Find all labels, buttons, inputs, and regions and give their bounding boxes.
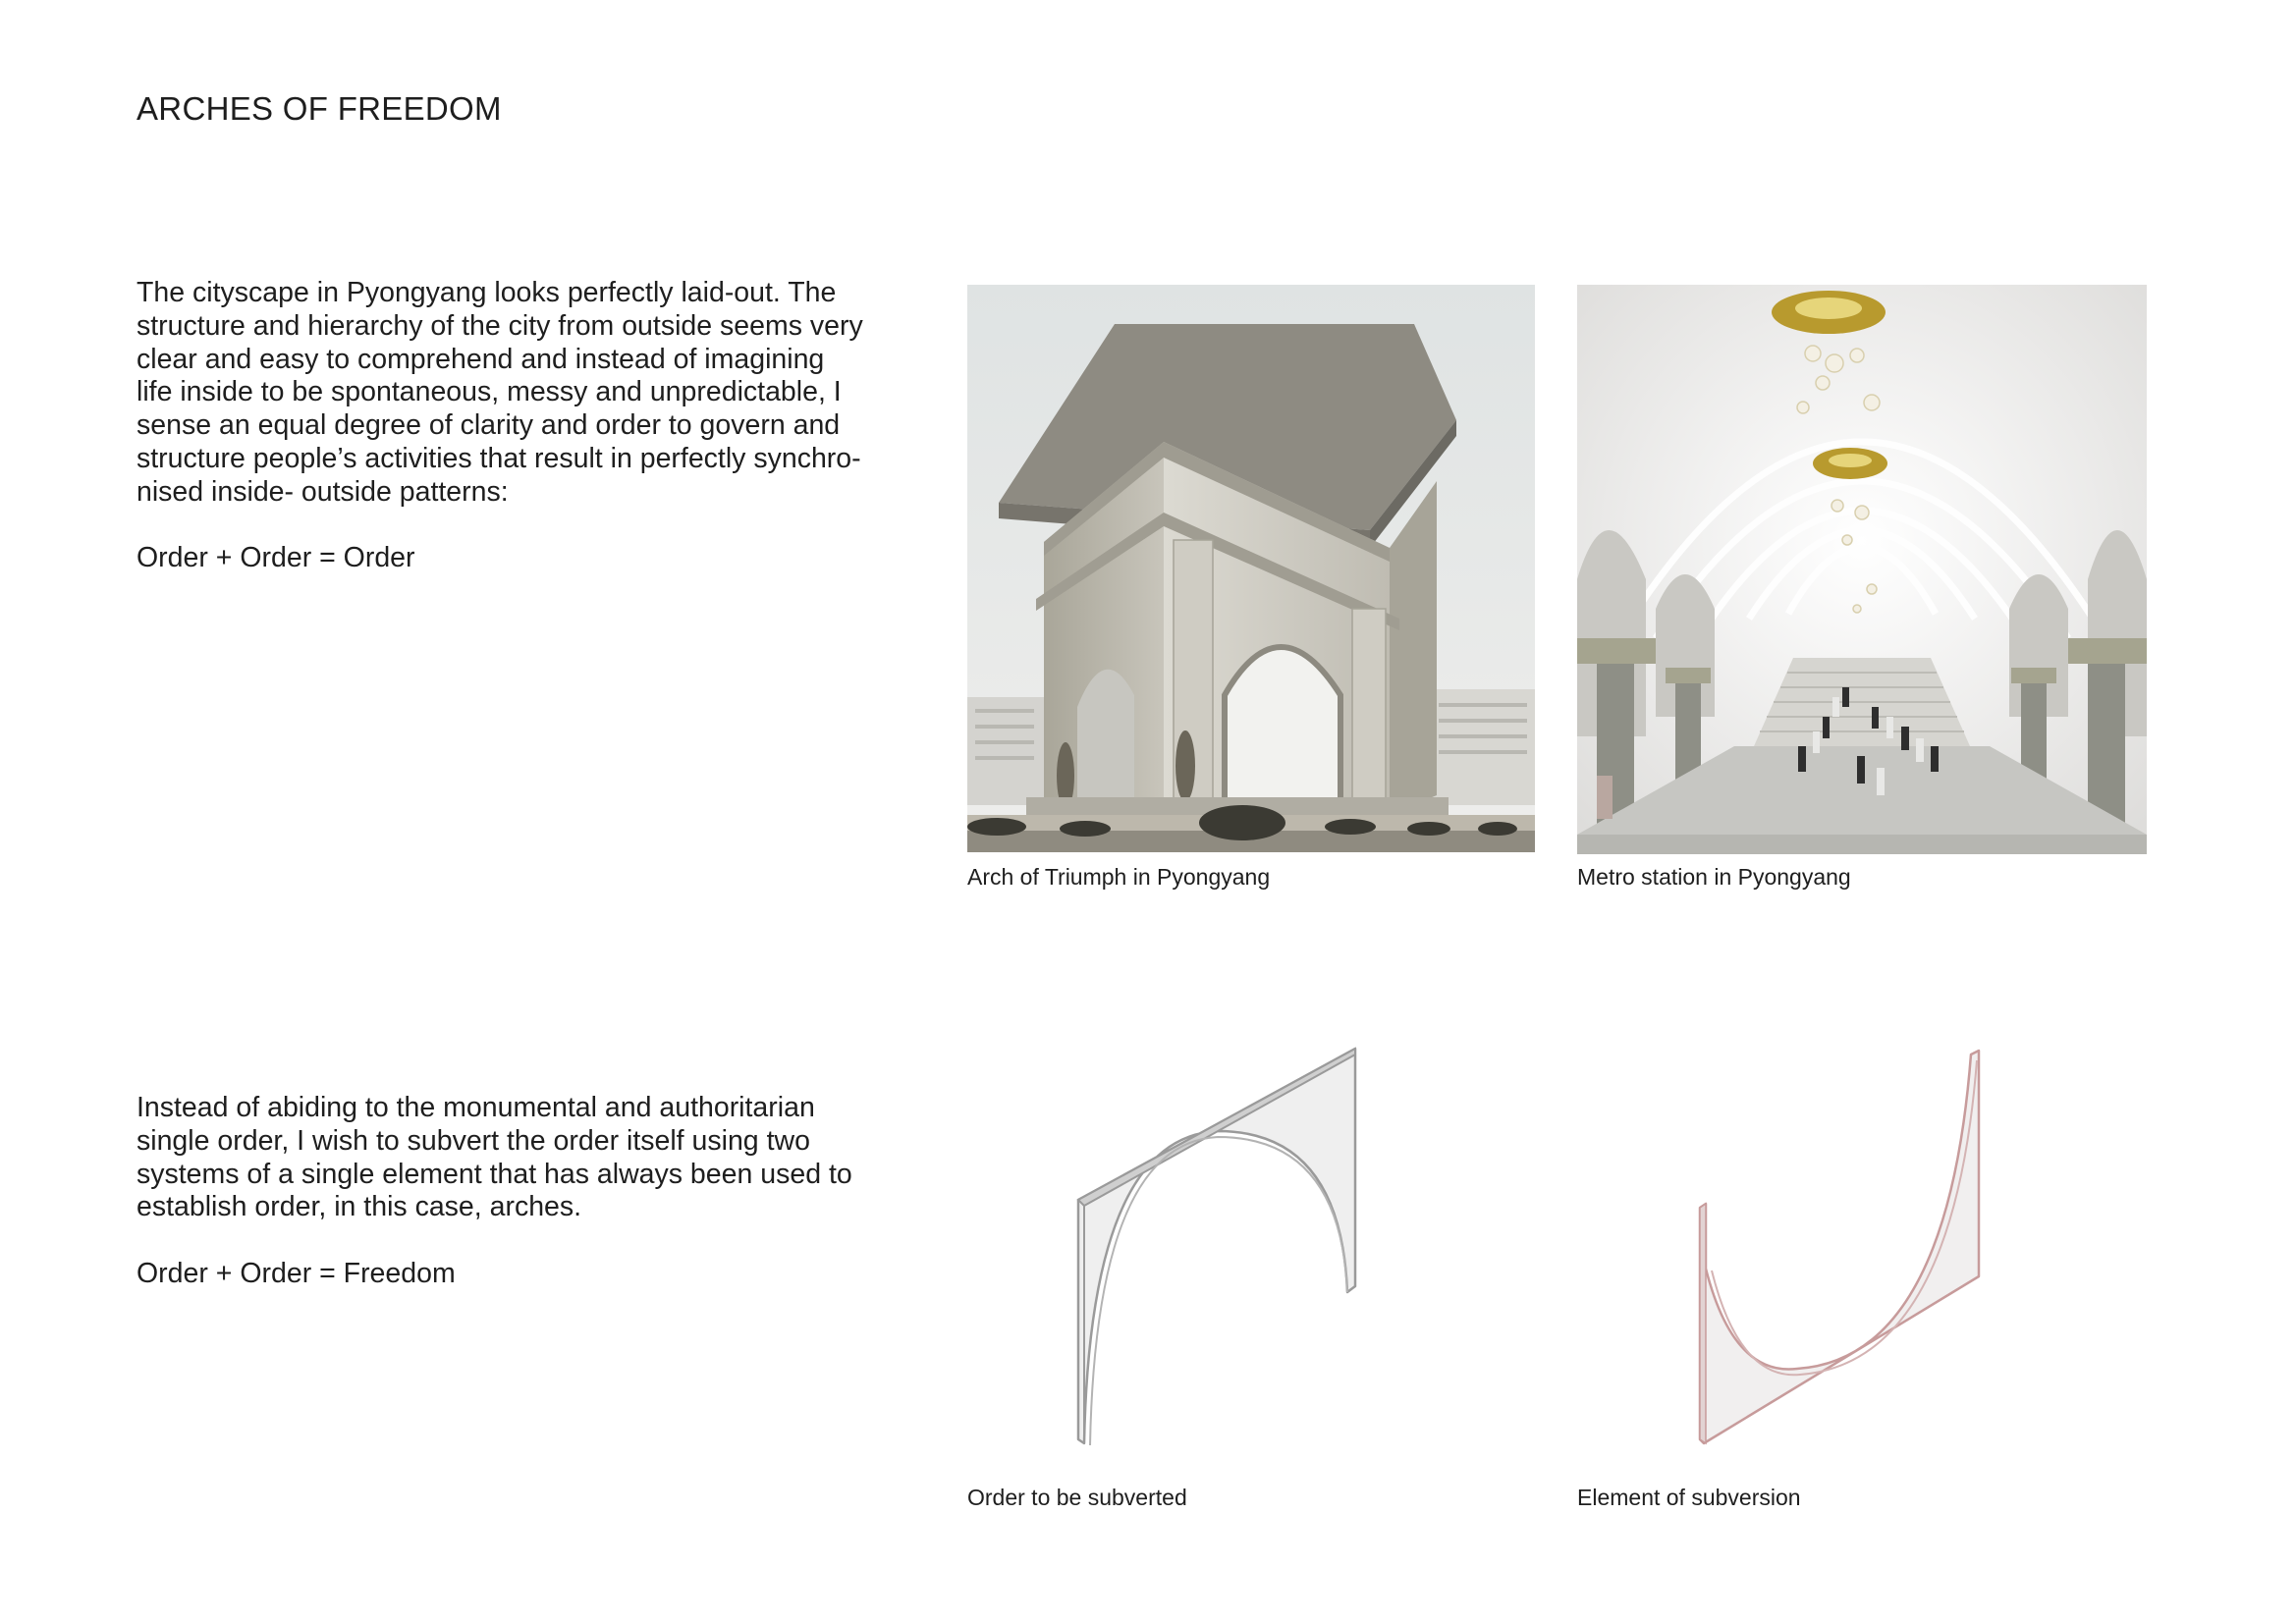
page-title: ARCHES OF FREEDOM xyxy=(137,90,502,127)
proposal-paragraph: Instead of abiding to the monumental and authoritarian single order, I wish to subvert the order itself using two systems of a single element that has always been used to establish order, in this case, arches. xyxy=(137,1092,852,1223)
figure-caption-subversion: Element of subversion xyxy=(1577,1485,1801,1510)
intro-text-block xyxy=(137,277,902,575)
proposal-formula: Order + Order = Freedom xyxy=(137,1257,456,1289)
proposal-text-block xyxy=(137,1092,902,1291)
order-arch-diagram xyxy=(1070,1041,1365,1453)
metro-station-photo xyxy=(1577,285,2147,854)
intro-formula: Order + Order = Order xyxy=(137,542,415,574)
subversion-arch-diagram xyxy=(1694,1043,1989,1455)
figure-caption-arch-of-triumph: Arch of Triumph in Pyongyang xyxy=(967,864,1271,890)
figure-caption-order: Order to be subverted xyxy=(967,1485,1187,1510)
arch-of-triumph-photo xyxy=(967,285,1535,852)
intro-paragraph: The cityscape in Pyongyang looks perfectly laid-out. The structure and hierarchy of the city from outside seems very clear and easy to comprehend and instead of imagining life inside to be spontaneous, messy and unpredictable, I sense an equal degree of clarity and order to govern and structure people’s activities that result in perfectly synchro- nised inside- outside patterns: xyxy=(137,277,863,508)
figure-caption-metro-station: Metro station in Pyongyang xyxy=(1577,864,1851,890)
